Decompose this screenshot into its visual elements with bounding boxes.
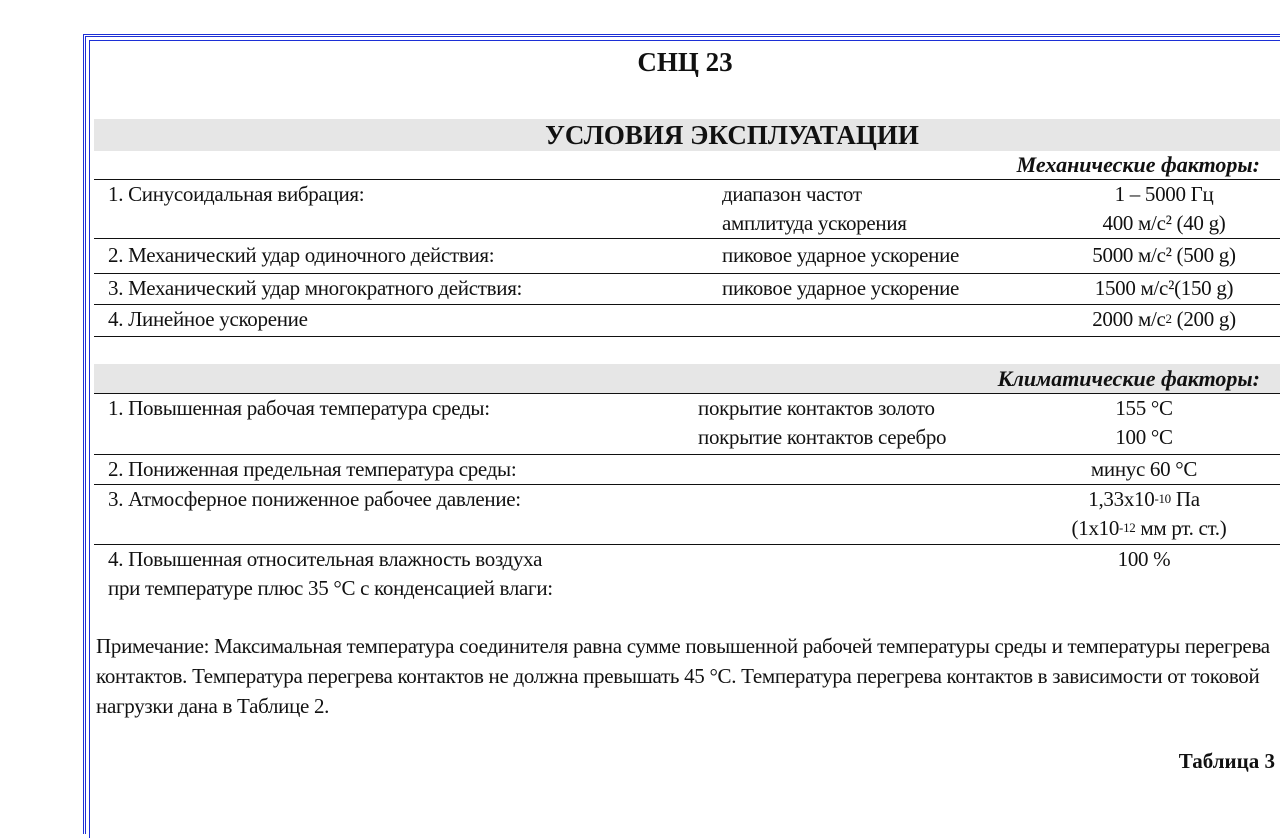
row-name: 1. Повышенная рабочая температура среды: xyxy=(108,396,490,420)
row-value: 2000 $м/с^2$ (200 g) xyxy=(1092,307,1236,331)
row-value: 1500 м/с²(150 g) xyxy=(1094,276,1234,300)
row-param: диапазон частот xyxy=(722,182,862,206)
document-title: СНЦ 23 xyxy=(637,47,733,77)
row-param: покрытие контактов золото xyxy=(698,396,935,420)
mech-row-single-shock xyxy=(94,239,1280,274)
clim-row-pressure xyxy=(94,485,1280,545)
row-value: ($1х10^{-12}$ мм рт. ст.) xyxy=(1071,516,1227,540)
row-value: 100 °С xyxy=(1115,425,1173,449)
row-name: 3. Атмосферное пониженное рабочее давление: xyxy=(108,487,521,511)
row-param: покрытие контактов серебро xyxy=(698,425,947,449)
table-label: Таблица 3 xyxy=(1178,749,1275,773)
row-value: минус 60 °С xyxy=(1090,457,1198,481)
row-value: 400 м/с² (40 g) xyxy=(1102,211,1226,235)
climatic-factors-heading: Климатические факторы: xyxy=(94,364,1280,394)
row-value: 1 – 5000 Гц xyxy=(1114,182,1214,206)
row-name: 1. Синусоидальная вибрация: xyxy=(108,182,365,206)
climatic-factors-band xyxy=(94,364,1280,394)
row-param: амплитуда ускорения xyxy=(722,211,907,235)
row-name: 2. Механический удар одиночного действия: xyxy=(108,243,495,267)
row-param: пиковое ударное ускорение xyxy=(722,243,960,267)
row-param: пиковое ударное ускорение xyxy=(722,276,960,300)
row-value: 155 °С xyxy=(1115,396,1173,420)
row-name: 4. Линейное ускорение xyxy=(108,307,308,331)
row-name: 2. Пониженная предельная температура среды: xyxy=(108,457,517,481)
clim-row-high-temp xyxy=(94,394,1280,455)
mech-row-linear-accel xyxy=(94,305,1280,337)
mechanical-factors-heading: Механические факторы: xyxy=(94,151,1280,180)
row-value: 5000 м/с² (500 g) xyxy=(1092,243,1236,267)
row-name: 4. Повышенная относительная влажность воздуха xyxy=(108,547,543,571)
row-value: 100 % xyxy=(1117,547,1171,571)
clim-row-humidity xyxy=(94,545,1280,605)
note-paragraph: Примечание: Максимальная температура соединителя равна сумме повышенной рабочей температуры среды и температуры перегрева контактов. Температура перегрева контактов не должна превышать 45 °С. Температура перегрева контактов в зависимости от токовой нагрузки дана в Таблице 2. xyxy=(96,634,1270,718)
mech-row-multi-shock xyxy=(94,274,1280,305)
operating-conditions-header xyxy=(94,119,1280,180)
row-name-cont: при температуре плюс 35 °С с конденсацией влаги: xyxy=(108,576,553,600)
section-title: УСЛОВИЯ ЭКСПЛУАТАЦИИ xyxy=(545,120,919,150)
mech-row-vibration xyxy=(94,180,1280,239)
row-value: $1,33х10^{-10}$ Па xyxy=(1088,487,1200,511)
row-name: 3. Механический удар многократного действия: xyxy=(108,276,523,300)
clim-row-low-temp xyxy=(94,455,1280,485)
